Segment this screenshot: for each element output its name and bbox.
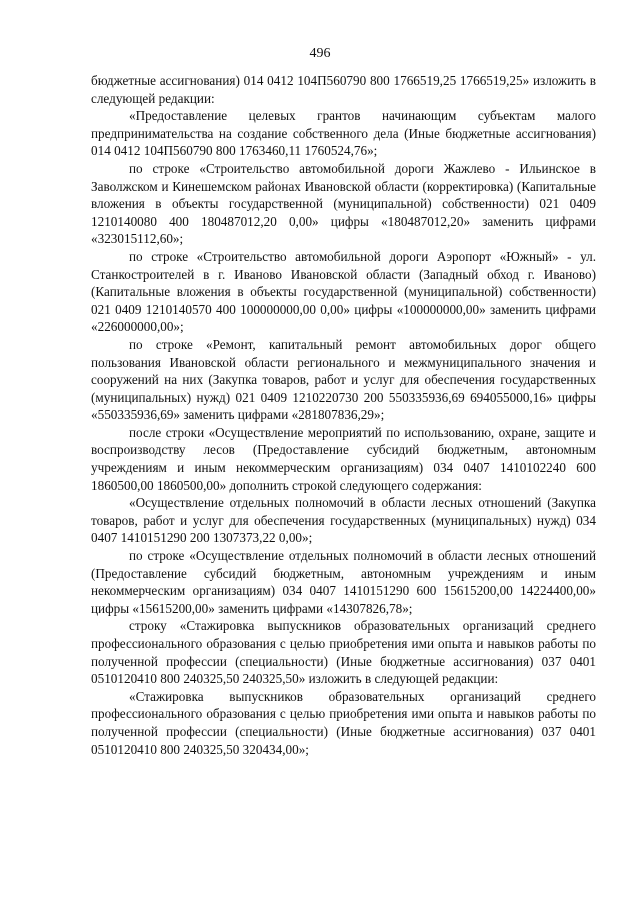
paragraph: по строке «Строительство автомобильной дороги Жажлево - Ильинское в Заволжском и Кинешемском районах Ивановской области (корректировка) (Капитальные вложения в объекты государственной (муниципальной) собственности) 021 0409 1210140080 400 180487012,20 0,00» цифры «180487012,20» заменить цифрами «323015112,60»; <box>91 160 596 247</box>
paragraph: по строке «Строительство автомобильной дороги Аэропорт «Южный» - ул. Станкостроителей в г. Иваново Ивановской области (Западный обход г. Иваново) (Капитальные вложения в объекты государственной (муниципальной) собственности) 021 0409 1210140570 400 100000000,00 0,00» цифры «100000000,00» заменить цифрами «226000000,00»; <box>91 248 596 335</box>
paragraph: бюджетные ассигнования) 014 0412 104П560790 800 1766519,25 1766519,25» изложить в следующей редакции: <box>91 73 596 106</box>
paragraph: «Стажировка выпускников образовательных организаций среднего профессионального образования с целью приобретения ими опыта и навыков работы по полученной профессии (специальности) (Иные бюджетные ассигнования) 037 0401 0510120410 800 240325,50 320434,00»; <box>91 688 596 757</box>
page-number: 496 <box>309 46 331 61</box>
paragraph: строку «Стажировка выпускников образовательных организаций среднего профессионального образования с целью приобретения ими опыта и навыков работы по полученной профессии (специальности) (Иные бюджетные ассигнования) 037 0401 0510120410 800 240325,50 240325,50» изложить в следующей редакции: <box>91 618 596 687</box>
paragraph: по строке «Осуществление отдельных полномочий в области лесных отношений (Предоставление субсидий бюджетным, автономным учреждениям и иным некоммерческим организациям) 034 0407 1410151290 600 15615200,00 14224400,00» цифры «15615200,00» заменить цифрами «14307826,78»; <box>91 548 596 616</box>
document-body <box>91 72 596 758</box>
paragraph: по строке «Ремонт, капитальный ремонт автомобильных дорог общего пользования Ивановской области регионального и межмуниципального значения и сооружений на них (Закупка товаров, работ и услуг для обеспечения государственных (муниципальных) нужд) 021 0409 1210220730 200 550335936,69 694055000,16» цифры «550335936,69» заменить цифрами «281807836,29»; <box>91 336 596 423</box>
paragraph: «Предоставление целевых грантов начинающим субъектам малого предпринимательства на создание собственного дела (Иные бюджетные ассигнования) 014 0412 104П560790 800 1763460,11 1760524,76»; <box>91 108 596 159</box>
paragraph: «Осуществление отдельных полномочий в области лесных отношений (Закупка товаров, работ и услуг для обеспечения государственных (муниципальных) нужд) 034 0407 1410151290 200 1307373,22 0,00»; <box>91 495 596 546</box>
paragraph: после строки «Осуществление мероприятий по использованию, охране, защите и воспроизводству лесов (Предоставление субсидий бюджетным, автономным учреждениям и иным некоммерческим организациям) 034 0407 1410102240 600 1860500,00 1860500,00» дополнить строкой следующего содержания: <box>91 424 596 493</box>
